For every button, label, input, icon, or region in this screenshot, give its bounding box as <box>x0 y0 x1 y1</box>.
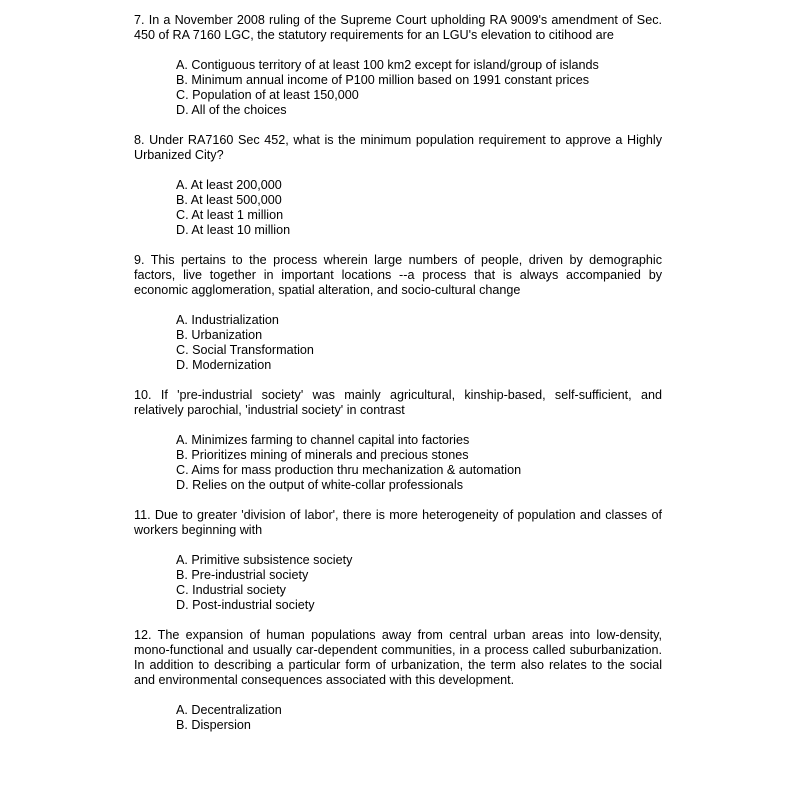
document-page <box>134 13 662 733</box>
question-text: 10. If 'pre-industrial society' was mainly agricultural, kinship-based, self-sufficient, and relatively parochial, 'industrial society' in contrast <box>134 388 662 417</box>
option-a: A. Industrialization <box>176 313 279 327</box>
question-11 <box>134 508 662 613</box>
option-a: A. Minimizes farming to channel capital into factories <box>176 433 470 447</box>
option-c: C. Aims for mass production thru mechanization & automation <box>176 463 522 477</box>
option-b: B. Urbanization <box>176 328 263 342</box>
question-7 <box>134 13 662 118</box>
option-b: B. Minimum annual income of P100 million based on 1991 constant prices <box>176 73 590 87</box>
question-text: 11. Due to greater 'division of labor', there is more heterogeneity of population and classes of workers beginning with <box>134 508 662 537</box>
options-list <box>134 433 662 493</box>
option-c: C. At least 1 million <box>176 208 284 222</box>
option-a: A. Decentralization <box>176 703 282 717</box>
option-b: B. Pre-industrial society <box>176 568 309 582</box>
options-list <box>134 553 662 613</box>
question-text: 8. Under RA7160 Sec 452, what is the minimum population requirement to approve a Highly Urbanized City? <box>134 133 662 162</box>
option-a: A. Contiguous territory of at least 100 km2 except for island/group of islands <box>176 58 599 72</box>
option-b: B. At least 500,000 <box>176 193 282 207</box>
option-b: B. Prioritizes mining of minerals and precious stones <box>176 448 469 462</box>
option-a: A. At least 200,000 <box>176 178 282 192</box>
question-text: 7. In a November 2008 ruling of the Supreme Court upholding RA 9009's amendment of Sec. 450 of RA 7160 LGC, the statutory requirements for an LGU's elevation to citihood are <box>134 13 662 42</box>
option-c: C. Social Transformation <box>176 343 314 357</box>
question-text: 12. The expansion of human populations away from central urban areas into low-density, mono-functional and usually car-dependent communities, in a process called suburbanization. In addition to describing a particular form of urbanization, the term also relates to the social and environmental consequences associated with this development. <box>134 628 662 687</box>
option-d: D. At least 10 million <box>176 223 291 237</box>
options-list <box>134 703 662 733</box>
option-b: B. Dispersion <box>176 718 251 732</box>
question-12 <box>134 628 662 733</box>
option-d: D. Modernization <box>176 358 272 372</box>
question-text: 9. This pertains to the process wherein large numbers of people, driven by demographic factors, live together in important locations --a process that is always accompanied by economic agglomeration, spatial alteration, and socio-cultural change <box>134 253 662 297</box>
option-d: D. All of the choices <box>176 103 287 117</box>
question-10 <box>134 388 662 493</box>
option-a: A. Primitive subsistence society <box>176 553 353 567</box>
question-8 <box>134 133 662 238</box>
option-c: C. Industrial society <box>176 583 286 597</box>
options-list <box>134 313 662 373</box>
question-9 <box>134 253 662 373</box>
options-list <box>134 58 662 118</box>
option-d: D. Post-industrial society <box>176 598 315 612</box>
options-list <box>134 178 662 238</box>
option-c: C. Population of at least 150,000 <box>176 88 359 102</box>
option-d: D. Relies on the output of white-collar professionals <box>176 478 464 492</box>
